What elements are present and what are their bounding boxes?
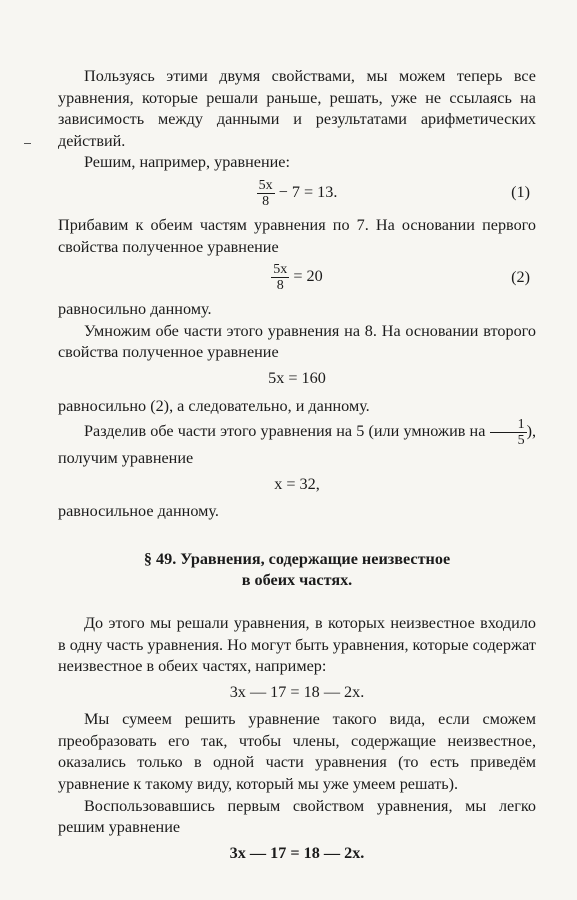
equation-2-fraction (271, 262, 289, 293)
paragraph-divide-five-end: ), получим уравнение (58, 422, 537, 468)
section-heading-line-1: § 49. Уравнения, содержащие неизвестное (143, 549, 451, 568)
paragraph-equivalent-3: равносильное данному. (58, 502, 219, 521)
fraction-denominator: 8 (276, 278, 284, 294)
equation-2 (58, 262, 536, 293)
equation-1-fraction (257, 178, 275, 209)
equation-6 (58, 843, 536, 865)
paragraph-add-seven: Прибавим к обеим частям уравнения по 7. На основании первого свойства полученное уравнение (58, 215, 536, 256)
paragraph-multiply-eight: Умножим обе части этого уравнения на 8. На основании второго свойства полученное уравнение (58, 321, 536, 362)
fraction-numerator: 5x (273, 262, 288, 278)
paragraph-intro: Пользуясь этими двумя свойствами, мы можем теперь все уравнения, которые решали раньше, решать, уже не ссылаясь на зависимость между данными и результатами арифметических действий. (58, 67, 536, 150)
equation-1-number: (1) (511, 183, 530, 202)
margin-mark (24, 143, 31, 144)
inline-fraction-one-fifth (490, 417, 527, 448)
paragraph-first-property: Воспользовавшись первым свойством уравнения, мы легко решим уравнение (58, 796, 536, 837)
paragraph-divide-five-start: Разделив обе части этого уравнения на 5 (или умножив на (84, 422, 486, 441)
equation-1 (58, 178, 536, 209)
section-heading-line-2: в обеих частях. (241, 570, 353, 589)
equation-4 (58, 474, 536, 496)
equation-2-rest: = 20 (289, 267, 323, 286)
paragraph-divide-five (58, 417, 536, 470)
equation-2-number: (2) (511, 267, 530, 286)
book-page (58, 66, 536, 870)
fraction-denominator: 5 (517, 433, 525, 449)
section-heading (58, 549, 536, 591)
fraction-denominator: 8 (262, 193, 270, 209)
fraction-numerator: 5x (258, 177, 273, 193)
equation-4-text: x = 32, (274, 474, 320, 493)
equation-6-text: 3x — 17 = 18 — 2x. (229, 843, 365, 862)
paragraph-transform: Мы сумеем решить уравнение такого вида, если сможем преобразовать его так, чтобы члены, содержащие неизвестное, оказались только в одной части уравнения (то есть приведём уравнение к такому виду, который мы уже умеем решать). (58, 710, 536, 794)
paragraph-both-sides: До этого мы решали уравнения, в которых неизвестное входило в одну часть уравнения. Но могут быть уравнения, которые содержат неизвестное в обеих частях, например: (58, 613, 536, 676)
equation-5-text: 3x — 17 = 18 — 2x. (229, 682, 365, 701)
paragraph-equivalent-2: равносильно (2), а следовательно, и данному. (58, 396, 370, 415)
fraction-numerator: 1 (490, 417, 527, 433)
paragraph-solve-example: Решим, например, уравнение: (84, 153, 290, 172)
equation-5 (58, 682, 536, 704)
equation-3-text: 5x = 160 (268, 368, 326, 387)
equation-3 (58, 368, 536, 390)
equation-1-rest: − 7 = 13. (274, 183, 338, 202)
paragraph-equivalent-1: равносильно данному. (58, 300, 212, 319)
